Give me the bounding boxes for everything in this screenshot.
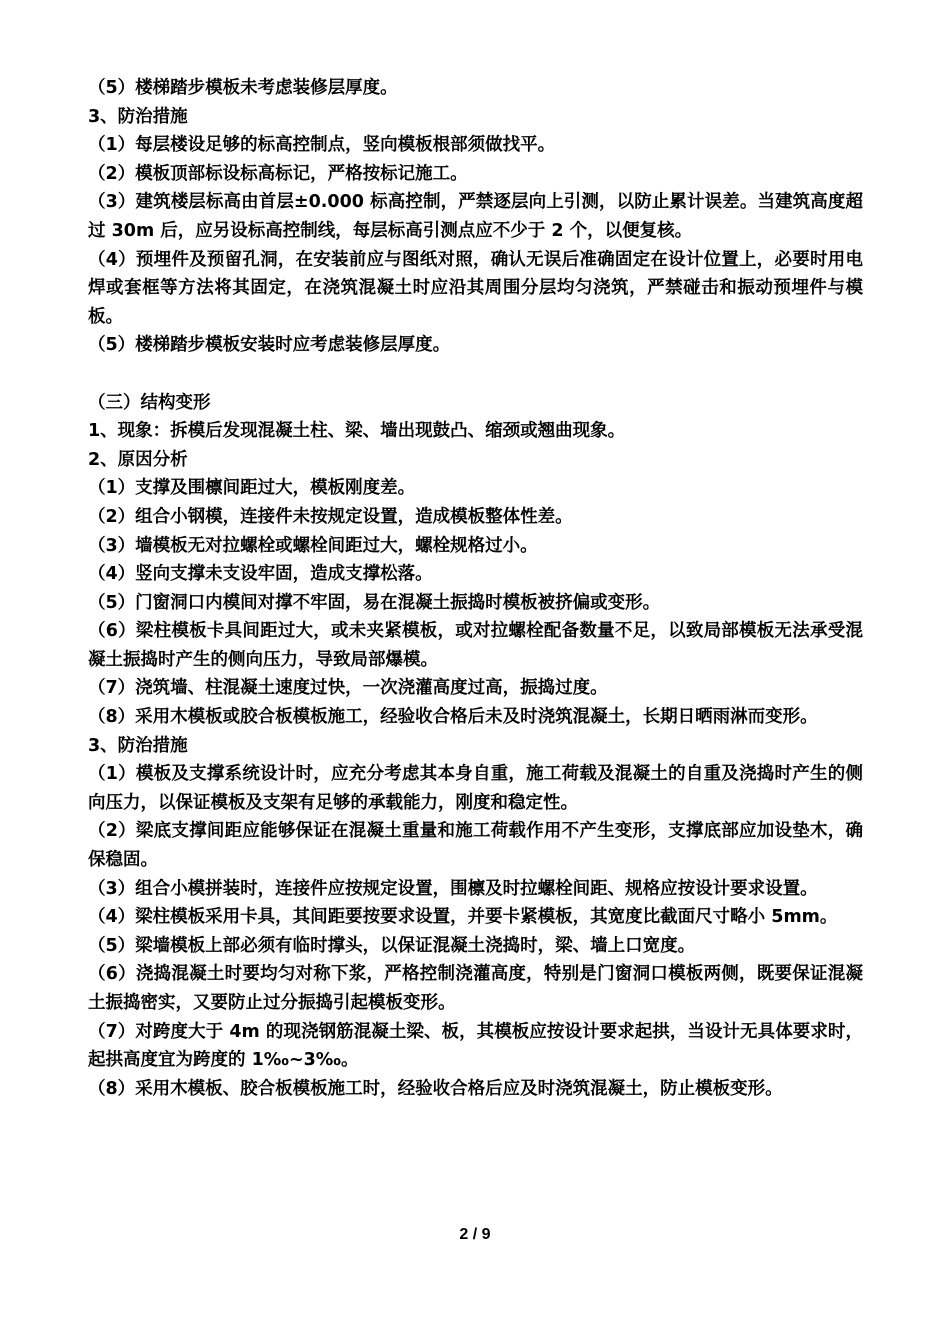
paragraph: （5）楼梯踏步模板未考虑装修层厚度。 xyxy=(88,78,398,98)
paragraph: （4）梁柱模板采用卡具，其间距要按要求设置，并要卡紧模板，其宽度比截面尺寸略小 5mm。 xyxy=(88,907,838,928)
paragraph: （5）梁墙模板上部必须有临时撑头，以保证混凝土浇捣时，梁、墙上口宽度。 xyxy=(88,935,696,956)
paragraph: （1）每层楼设足够的标高控制点，竖向模板根部须做找平。 xyxy=(88,135,556,156)
section-a xyxy=(88,74,863,360)
paragraph: （2）模板顶部标设标高标记，严格按标记施工。 xyxy=(88,163,468,184)
paragraph: （7）对跨度大于 4m 的现浇钢筋混凝土梁、板，其模板应按设计要求起拱，当设计无具体要求时，起拱高度宜为跨度的 1‰~3‰。 xyxy=(88,1021,863,1071)
section-b xyxy=(88,389,863,1104)
paragraph: （5）门窗洞口内模间对撑不牢固，易在混凝土振捣时模板被挤偏或变形。 xyxy=(88,592,661,613)
paragraph: （8）采用木模板、胶合板模板施工时，经验收合格后应及时浇筑混凝土，防止模板变形。 xyxy=(88,1078,783,1099)
paragraph: （4）预埋件及预留孔洞，在安装前应与图纸对照，确认无误后准确固定在设计位置上，必要时用电焊或套框等方法将其固定，在浇筑混凝土时应沿其周围分层均匀浇筑，严禁碰击和振动预埋件与模板。 xyxy=(88,249,863,327)
paragraph: （7）浇筑墙、柱混凝土速度过快，一次浇灌高度过高，振捣过度。 xyxy=(88,678,608,699)
paragraph: （1）支撑及围檩间距过大，模板刚度差。 xyxy=(88,478,416,499)
blank-line xyxy=(88,360,863,389)
paragraph: （8）采用木模板或胶合板模板施工，经验收合格后未及时浇筑混凝土，长期日晒雨淋而变形。 xyxy=(88,707,818,728)
paragraph: （3）墙模板无对拉螺栓或螺栓间距过大，螺栓规格过小。 xyxy=(88,535,538,556)
paragraph: （4）竖向支撑未支设牢固，造成支撑松落。 xyxy=(88,564,433,585)
section-heading: 2、原因分析 xyxy=(88,449,188,470)
chapter-heading: （三）结构变形 xyxy=(88,392,211,413)
paragraph: 1、现象：拆模后发现混凝土柱、梁、墙出现鼓凸、缩颈或翘曲现象。 xyxy=(88,421,626,442)
paragraph: （5）楼梯踏步模板安装时应考虑装修层厚度。 xyxy=(88,335,451,356)
paragraph: （6）梁柱模板卡具间距过大，或未夹紧模板，或对拉螺栓配备数量不足，以致局部模板无法承受混凝土振捣时产生的侧向压力，导致局部爆模。 xyxy=(88,621,863,670)
paragraph: （1）模板及支撑系统设计时，应充分考虑其本身自重，施工荷载及混凝土的自重及浇捣时产生的侧向压力，以保证模板及支架有足够的承载能力，刚度和稳定性。 xyxy=(88,764,863,813)
document-body xyxy=(88,74,863,1103)
section-heading: 3、防治措施 xyxy=(88,106,188,127)
paragraph: （2）梁底支撑间距应能够保证在混凝土重量和施工荷载作用不产生变形，支撑底部应加设垫木，确保稳固。 xyxy=(88,821,863,871)
paragraph: （3）组合小模拼装时，连接件应按规定设置，围檩及时拉螺栓间距、规格应按设计要求设置。 xyxy=(88,878,818,899)
paragraph: （2）组合小钢模，连接件未按规定设置，造成模板整体性差。 xyxy=(88,506,573,527)
paragraph: （6）浇捣混凝土时要均匀对称下浆，严格控制浇灌高度，特别是门窗洞口模板两侧，既要保证混凝土振捣密实，又要防止过分振捣引起模板变形。 xyxy=(88,964,863,1013)
section-heading: 3、防治措施 xyxy=(88,735,188,756)
paragraph: （3）建筑楼层标高由首层±0.000 标高控制，严禁逐层向上引测，以防止累计误差。当建筑高度超过 30m 后，应另设标高控制线，每层标高引测点应不少于 2 个，以便复核。 xyxy=(88,192,863,241)
page-number: 2 / 9 xyxy=(459,1226,491,1243)
